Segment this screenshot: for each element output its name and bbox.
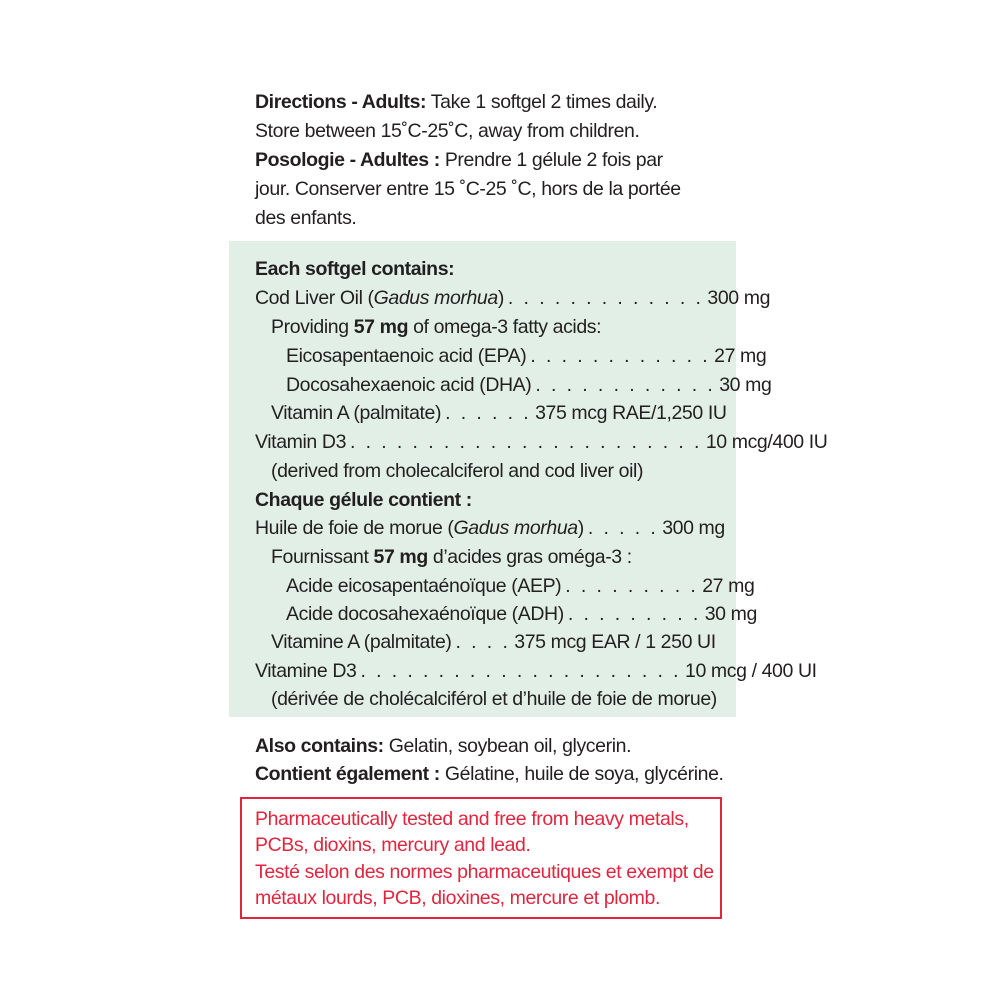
latin-name: Gadus morhua: [373, 287, 498, 309]
purity-en-line1: Pharmaceutically tested and free from heavy metals,: [255, 808, 689, 830]
ingredient-name: Vitamin D3: [255, 431, 347, 453]
omega3-providing: [271, 313, 601, 342]
ingredient-value: 300 mg: [707, 287, 771, 309]
providing-text: Fournissant: [271, 546, 374, 568]
ingredient-row-adh: [286, 600, 757, 629]
also-contains-en: [255, 732, 631, 761]
ingredient-name-close: ): [577, 517, 584, 539]
ingredient-value: 10 mcg/400 IU: [705, 431, 828, 453]
directions-en-line2: Store between 15˚C-25˚C, away from children.: [255, 120, 640, 142]
ingredient-value: 27 mg: [702, 575, 755, 597]
directions-fr-line1: [255, 146, 663, 175]
also-contains-fr-text: Gélatine, huile de soya, glycérine.: [439, 763, 724, 785]
omega3-amount: 57 mg: [353, 316, 409, 338]
leader-dots: . . . . . . . . . . . . . . . . . . . . .: [360, 660, 681, 682]
leader-dots: . . . . . . . . . . . . .: [507, 287, 704, 309]
ingredient-name: [255, 514, 584, 543]
purity-en-line2: PCBs, dioxins, mercury and lead.: [255, 834, 531, 856]
ingredient-value: 30 mg: [704, 603, 757, 625]
ingredient-name-close: ): [497, 287, 504, 309]
purity-fr-line2: métaux lourds, PCB, dioxines, mercure et plomb.: [255, 887, 660, 909]
vitamine-d3-source-note: (dérivée de cholécalciférol et d’huile de foie de morue): [271, 688, 717, 710]
directions-fr-line3: des enfants.: [255, 207, 357, 229]
leader-dots: . . . . . .: [445, 402, 532, 424]
leader-dots: . . . . . . . . . . . .: [530, 345, 711, 367]
ingredient-name: Acide docosahexaénoïque (ADH): [286, 603, 564, 625]
ingredient-value: 10 mcg / 400 UI: [685, 660, 817, 682]
ingredient-name: Acide eicosapentaénoïque (AEP): [286, 575, 562, 597]
ingredient-name: Docosahexaenoic acid (DHA): [286, 374, 532, 396]
leader-dots: . . . . . . . . .: [567, 603, 701, 625]
ingredient-name: Vitamine A (palmitate): [271, 631, 452, 653]
ingredient-value: 27 mg: [714, 345, 767, 367]
ingredient-row-cod-liver-oil: [255, 284, 771, 313]
directions-en-heading: Directions - Adults:: [255, 91, 427, 113]
ingredients-en-heading: Each softgel contains:: [255, 258, 455, 280]
purity-fr-line1: Testé selon des normes pharmaceutiques et exempt de: [255, 861, 714, 883]
providing-text-rest: d’acides gras oméga-3 :: [427, 546, 632, 568]
ingredient-value: 375 mcg RAE/1,250 IU: [535, 402, 727, 424]
directions-en-text: Take 1 softgel 2 times daily.: [426, 91, 658, 113]
ingredient-value: 30 mg: [719, 374, 772, 396]
providing-text: Providing: [271, 316, 354, 338]
ingredients-fr-heading: Chaque gélule contient :: [255, 489, 472, 511]
ingredient-name: Vitamin A (palmitate): [271, 402, 442, 424]
ingredient-row-epa: [286, 342, 767, 371]
leader-dots: . . . .: [455, 631, 511, 653]
also-contains-fr-heading: Contient également :: [255, 763, 440, 785]
leader-dots: . . . . . . . . .: [565, 575, 699, 597]
ingredient-name-text: Huile de foie de morue (: [255, 517, 454, 539]
latin-name: Gadus morhua: [453, 517, 578, 539]
ingredient-row-vitamine-d3: [255, 657, 817, 686]
ingredient-name-text: Cod Liver Oil (: [255, 287, 374, 309]
ingredient-value: 300 mg: [662, 517, 725, 539]
leader-dots: . . . . .: [587, 517, 659, 539]
ingredient-row-aep: [286, 572, 755, 601]
vitamin-d3-source-note: (derived from cholecalciferol and cod liver oil): [271, 460, 644, 482]
also-contains-fr: [255, 760, 724, 789]
ingredient-name: [255, 284, 504, 313]
also-contains-en-text: Gelatin, soybean oil, glycerin.: [383, 735, 632, 757]
directions-fr-line2: jour. Conserver entre 15 ˚C-25 ˚C, hors de la portée: [255, 178, 681, 200]
ingredient-row-vitamin-d3: [255, 428, 828, 457]
ingredient-row-vitamin-a: [271, 399, 727, 428]
ingredient-value: 375 mcg EAR / 1 250 UI: [514, 631, 716, 653]
directions-en-line1: [255, 88, 657, 117]
omega3-fournissant: [271, 543, 632, 572]
directions-fr-heading: Posologie - Adultes :: [255, 149, 440, 171]
ingredient-row-dha: [286, 371, 772, 400]
leader-dots: . . . . . . . . . . . .: [535, 374, 716, 396]
omega3-amount: 57 mg: [373, 546, 428, 568]
also-contains-en-heading: Also contains:: [255, 735, 384, 757]
ingredient-row-huile-foie-morue: [255, 514, 725, 543]
ingredient-name: Eicosapentaenoic acid (EPA): [286, 345, 527, 367]
ingredient-row-vitamine-a: [271, 628, 716, 657]
providing-text-rest: of omega-3 fatty acids:: [408, 316, 602, 338]
directions-fr-text: Prendre 1 gélule 2 fois par: [439, 149, 663, 171]
leader-dots: . . . . . . . . . . . . . . . . . . . . . . .: [350, 431, 702, 453]
ingredient-name: Vitamine D3: [255, 660, 357, 682]
